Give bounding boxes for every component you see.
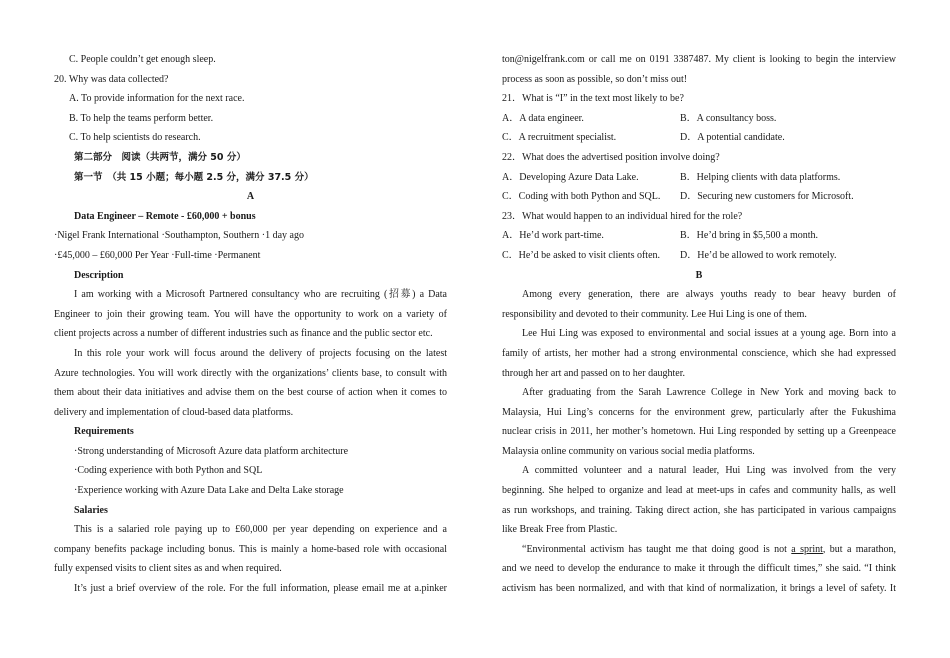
requirement-item: ·Strong understanding of Microsoft Azure data platform architecture: [74, 445, 349, 457]
passage-b-p5-line: activism has been normalized, and with that kind of normalization, it brings a level of safety. It: [502, 583, 896, 595]
passage-b-p4-line: like Break Free from Plastic.: [502, 524, 618, 536]
requirement-item: ·Coding experience with both Python and SQL: [74, 465, 263, 477]
description-p1-line: Engineer to join their growing team. You will have the opportunity to work on a variety of: [54, 308, 447, 320]
q22-option-d: D．Securing new customers for Microsoft.: [680, 191, 854, 203]
passage-b-p4-line: beginning. She helped to organize and lead at meet-ups in cafes and community halls, as well: [502, 485, 896, 497]
passage-b-p3-line: Malaysia online community on various social media platforms.: [502, 445, 755, 457]
passage-a-label: A: [246, 191, 255, 203]
description-p2-line: Azure technologies. You will work directly with the organizations’ clients base, to consult with: [54, 367, 447, 379]
passage-b-label: B: [695, 269, 703, 281]
q21-option-c: C．A recruitment specialist.: [502, 132, 617, 144]
passage-b-p1-line: Among every generation, there are always youths ready to bear heavy burden of: [522, 289, 896, 301]
q20-option-b: B. To help the teams perform better.: [69, 112, 214, 124]
contact-line-2: process as soon as possible, so don’t miss out!: [502, 73, 688, 85]
part2-title: 第二部分 阅读（共两节，满分 50 分）: [74, 151, 246, 163]
contact-line-1: ton@nigelfrank.com or call me on 0191 3387487. My client is looking to begin the interview: [502, 54, 896, 65]
q22-options-row-2: [502, 187, 896, 207]
description-p2-line: them about their data initiatives and advise them on the best course of action when it comes to: [54, 387, 447, 399]
p5-text-before: “Environmental activism has taught me that doing good is not: [522, 543, 792, 555]
right-column: [502, 50, 896, 599]
salaries-p2-line: It’s just a brief overview of the role. For the full information, please email me at a.pinker: [74, 583, 447, 595]
q21-option-d: D．A potential candidate.: [680, 132, 785, 144]
q23-option-c: C．He’d be asked to visit clients often.: [502, 249, 661, 261]
salaries-p1-line: This is a salaried role paying up to £60,000 per year depending on experience and a: [74, 524, 447, 536]
q19-option-c: C. People couldn’t get enough sleep.: [69, 54, 216, 65]
passage-b-p2-line: through her art and passed on to her daughter.: [502, 367, 686, 379]
q22-option-c: C．Coding with both Python and SQL.: [502, 191, 661, 203]
description-p1-line: client projects across a number of different industries such as finance and the public sector etc.: [54, 328, 433, 340]
p5-text-after: , but a marathon,: [822, 543, 896, 555]
q20-option-c: C. To help scientists do research.: [69, 132, 201, 144]
left-column: [54, 50, 447, 599]
ad-meta-line-2: ·£45,000 – £60,000 Per Year ·Full-time ·Permanent: [54, 249, 261, 261]
q20-option-a: A. To provide information for the next race.: [69, 93, 245, 105]
q23-option-b: B．He’d bring in $5,500 a month.: [680, 230, 819, 242]
q23-option-d: D．He’d be allowed to work remotely.: [680, 249, 837, 261]
description-p1-line: I am working with a Microsoft Partnered consultancy who are recruiting (招募) a Data: [74, 289, 447, 301]
q20-stem: 20. Why was data collected?: [54, 73, 169, 85]
q22-stem: 22．What does the advertised position involve doing?: [502, 151, 720, 163]
salaries-p1-line: fully expensed visits to client sites as and when required.: [54, 563, 282, 575]
description-p2-line: In this role your work will focus around the delivery of projects focusing on the latest: [74, 347, 447, 359]
ad-meta-line-1: ·Nigel Frank International ·Southampton, Southern ·1 day ago: [54, 230, 304, 242]
q21-option-b: B．A consultancy boss.: [680, 112, 777, 124]
q22-option-a: A．Developing Azure Data Lake.: [502, 171, 639, 183]
p5-underlined-phrase: a sprint: [791, 543, 823, 555]
description-heading: Description: [74, 269, 124, 281]
passage-b-p3-line: Malaysia, Hui Ling’s concerns for the environment grew, particularly after the Fukushima: [502, 406, 896, 418]
salaries-heading: Salaries: [74, 504, 108, 516]
passage-b-p3-line: After graduating from the Sarah Lawrence College in New York and moving back to: [522, 387, 896, 399]
passage-b-p3-line: nuclear crisis in 2011, her mother’s hometown. Hui Ling responded by setting up a Greenpeace: [502, 426, 896, 438]
q23-stem: 23．What would happen to an individual hired for the role?: [502, 210, 743, 222]
q22-options-row-1: [502, 168, 896, 188]
q23-option-a: A．He’d work part-time.: [502, 230, 604, 242]
passage-b-p2-line: family of artists, her mother had a strong environmental conscience, which she had expressed: [502, 347, 896, 359]
section1-title: 第一节 （共 15 小题；每小题 2.5 分，满分 37.5 分）: [74, 171, 314, 183]
q23-options-row-1: [502, 226, 896, 246]
q21-stem: 21．What is “I” in the text most likely to be?: [502, 93, 684, 105]
requirements-heading: Requirements: [74, 426, 134, 438]
salaries-p1-line: company benefits package including bonus. This is mainly a home-based role with occasional: [54, 543, 447, 555]
q22-option-b: B．Helping clients with data platforms.: [680, 171, 841, 183]
q21-options-row-2: [502, 128, 896, 148]
passage-b-p5-line: and we need to develop the endurance to make it through the difficult times,” she said. “I think: [502, 563, 896, 575]
passage-b-p1-line: responsibility and devoted to their community. Lee Hui Ling is one of them.: [502, 308, 807, 320]
ad-title: Data Engineer – Remote - £60,000 + bonus: [74, 210, 256, 222]
passage-b-p4-line: as run workshops, and training. Taking direct action, she has participated in various campaigns: [502, 504, 896, 516]
q23-options-row-2: [502, 246, 896, 266]
q21-options-row-1: [502, 109, 896, 129]
requirement-item: ·Experience working with Azure Data Lake and Delta Lake storage: [74, 485, 344, 497]
passage-b-p5-line: [502, 540, 896, 560]
passage-b-p2-line: Lee Hui Ling was exposed to environmental and social issues at a young age. Born into a: [522, 328, 896, 340]
passage-b-p4-line: A committed volunteer and a natural leader, Hui Ling was involved from the very: [522, 465, 896, 477]
q21-option-a: A．A data engineer.: [502, 112, 584, 124]
description-p2-line: delivery and implementation of cloud-based data platforms.: [54, 406, 294, 418]
